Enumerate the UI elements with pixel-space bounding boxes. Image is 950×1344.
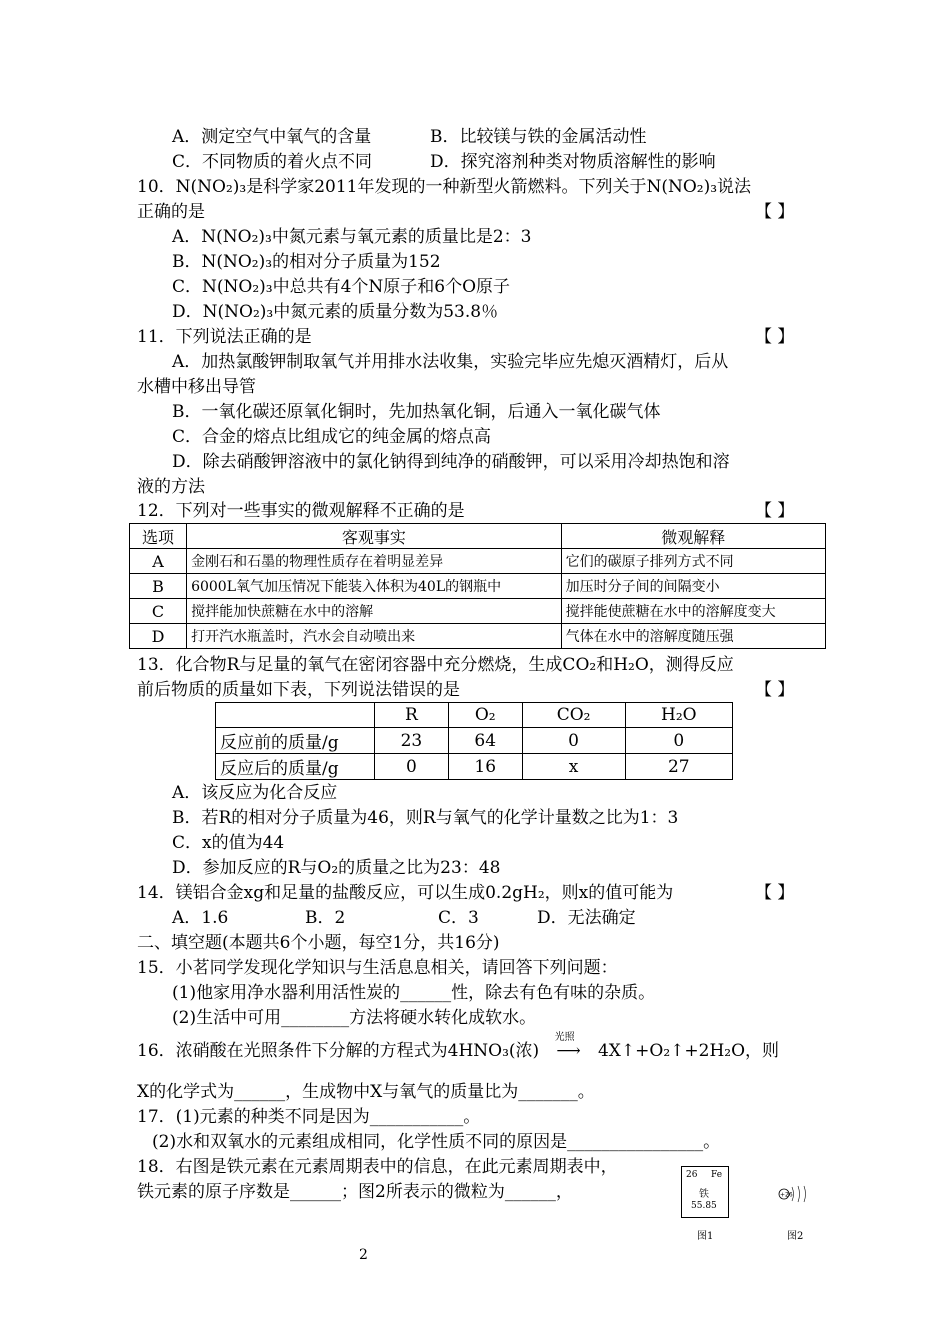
table-cell: 0	[375, 754, 449, 780]
table-row	[216, 754, 733, 780]
table-cell: B	[130, 574, 187, 599]
q15-stem: 15．小茗同学发现化学知识与生活息息相关，请回答下列问题：	[137, 958, 618, 978]
element-symbol: Fe	[711, 1170, 723, 1180]
table-cell: 0	[522, 728, 625, 754]
q11-option-d-line2: 液的方法	[137, 477, 205, 497]
table-row	[130, 624, 826, 649]
q13-table	[215, 702, 733, 780]
table-header-row	[130, 524, 826, 549]
header-cell-co2: CO₂	[522, 703, 625, 728]
table-cell: 23	[375, 728, 449, 754]
arrow-glyph: ⟶	[556, 1041, 581, 1061]
table-row	[130, 599, 826, 624]
table-cell: 它们的碳原子排列方式不同	[561, 549, 825, 574]
table-cell: A	[130, 549, 187, 574]
q10-option-b: B．N(NO₂)₃的相对分子质量为152	[172, 252, 441, 272]
table-header-row	[216, 703, 733, 728]
q12-table	[129, 523, 826, 649]
nucleus-charge: +26	[780, 1191, 793, 1199]
q9-option-b: B．比较镁与铁的金属活动性	[430, 127, 647, 147]
ion-structure-diagram	[775, 1183, 815, 1205]
table-cell: 搅拌能加快蔗糖在水中的溶解	[187, 599, 562, 624]
q16-equation-line	[137, 1032, 780, 1063]
electron-shell-arc	[798, 1186, 800, 1202]
reaction-arrow-icon	[545, 1032, 593, 1063]
table-cell: D	[130, 624, 187, 649]
table-cell: x	[522, 754, 625, 780]
element-name: 铁	[699, 1189, 709, 1200]
q11-option-d-line1: D．除去硝酸钾溶液中的氯化钠得到纯净的硝酸钾，可以采用冷却热饱和溶	[172, 452, 730, 472]
q13-option-d: D．参加反应的R与O₂的质量之比为23：48	[172, 858, 501, 878]
reaction-condition: 光照	[554, 1032, 575, 1043]
table-cell: 气体在水中的溶解度随压强	[561, 624, 825, 649]
q9-option-a: A．测定空气中氧气的含量	[172, 127, 372, 147]
periodic-table-cell	[681, 1166, 729, 1218]
q13-answer-bracket: 【 】	[755, 680, 795, 700]
table-row	[216, 728, 733, 754]
q10-option-a: A．N(NO₂)₃中氮元素与氧元素的质量比是2：3	[172, 227, 532, 247]
q11-stem: 11．下列说法正确的是	[137, 327, 312, 347]
table-cell: 反应后的质量/g	[216, 754, 375, 780]
q9-option-d: D．探究溶剂种类对物质溶解性的影响	[430, 152, 716, 172]
q13-option-c: C．x的值为44	[172, 833, 285, 853]
table-cell: 6000L氧气加压情况下能装入体积为40L的钢瓶中	[187, 574, 562, 599]
q17-part1: 17．(1)元素的种类不同是因为___________。	[137, 1107, 481, 1127]
table-cell: 打开汽水瓶盖时，汽水会自动喷出来	[187, 624, 562, 649]
q10-option-d: D．N(NO₂)₃中氮元素的质量分数为53.8％	[172, 302, 499, 322]
table-cell: 27	[625, 754, 732, 780]
q16-line2: X的化学式为______，生成物中X与氧气的质量比为_______。	[137, 1082, 595, 1102]
q14-option-a: A．1.6	[172, 908, 229, 928]
header-cell-explanation: 微观解释	[561, 524, 825, 549]
header-cell-fact: 客观事实	[187, 524, 562, 549]
page-number: 2	[359, 1247, 368, 1263]
table-cell: 64	[448, 728, 522, 754]
q13-stem-line1: 13．化合物R与足量的氧气在密闭容器中充分燃烧，生成CO₂和H₂O，测得反应	[137, 655, 734, 675]
q13-option-a: A．该反应为化合反应	[172, 783, 338, 803]
header-cell-blank	[216, 703, 375, 728]
q14-answer-bracket: 【 】	[755, 883, 795, 903]
q9-option-c: C．不同物质的着火点不同	[172, 152, 373, 172]
q11-option-b: B．一氧化碳还原氧化铜时，先加热氧化铜，后通入一氧化碳气体	[172, 402, 661, 422]
q10-stem-line1: 10．N(NO₂)₃是科学家2011年发现的一种新型火箭燃料。下列关于N(NO₂)₃说法	[137, 177, 752, 197]
q14-option-c: C．3	[438, 908, 479, 928]
header-cell-option: 选项	[130, 524, 187, 549]
q11-option-a-line2: 水槽中移出导管	[137, 377, 256, 397]
q14-stem: 14．镁铝合金xg和足量的盐酸反应，可以生成0.2gH₂，则x的值可能为	[137, 883, 674, 903]
header-cell-h2o: H₂O	[625, 703, 732, 728]
q12-answer-bracket: 【 】	[755, 501, 795, 521]
electron-shell-arc	[804, 1186, 806, 1202]
figure1-caption: 图1	[697, 1231, 714, 1242]
header-cell-r: R	[375, 703, 449, 728]
q14-option-d: D．无法确定	[537, 908, 636, 928]
q10-answer-bracket: 【 】	[755, 202, 795, 222]
q16-equation-left: 16．浓硝酸在光照条件下分解的方程式为4HNO₃(浓)	[137, 1041, 540, 1061]
q11-answer-bracket: 【 】	[755, 327, 795, 347]
table-row	[130, 574, 826, 599]
figure2-caption: 图2	[787, 1231, 804, 1242]
table-cell: C	[130, 599, 187, 624]
q18-line1: 18．右图是铁元素在元素周期表中的信息，在此元素周期表中，	[137, 1157, 618, 1177]
q12-stem: 12．下列对一些事实的微观解释不正确的是	[137, 501, 465, 521]
table-cell: 搅拌能使蔗糖在水中的溶解度变大	[561, 599, 825, 624]
section-heading: 二、填空题(本题共6个小题，每空1分，共16分)	[137, 933, 500, 953]
q10-option-c: C．N(NO₂)₃中总共有4个N原子和6个O原子	[172, 277, 511, 297]
q11-option-a-line1: A．加热氯酸钾制取氧气并用排水法收集，实验完毕应先熄灭酒精灯，后从	[172, 352, 729, 372]
table-cell: 反应前的质量/g	[216, 728, 375, 754]
q15-part1: (1)他家用净水器利用活性炭的______性，除去有色有味的杂质。	[172, 983, 656, 1003]
q17-part2: (2)水和双氧水的元素组成相同，化学性质不同的原因是________________。	[152, 1132, 721, 1152]
q10-stem-line2: 正确的是	[137, 202, 205, 222]
table-row	[130, 549, 826, 574]
q14-option-b: B．2	[305, 908, 346, 928]
q15-part2: (2)生活中可用________方法将硬水转化成软水。	[172, 1008, 537, 1028]
table-cell: 16	[448, 754, 522, 780]
q13-option-b: B．若R的相对分子质量为46，则R与氧气的化学计量数之比为1：3	[172, 808, 679, 828]
table-cell: 0	[625, 728, 732, 754]
q11-option-c: C．合金的熔点比组成它的纯金属的熔点高	[172, 427, 492, 447]
table-cell: 金刚石和石墨的物理性质存在着明显差异	[187, 549, 562, 574]
table-cell: 加压时分子间的间隔变小	[561, 574, 825, 599]
atomic-mass: 55.85	[691, 1201, 717, 1211]
q16-equation-right: 4X↑+O₂↑+2H₂O，则	[597, 1041, 780, 1061]
header-cell-o2: O₂	[448, 703, 522, 728]
q18-line2: 铁元素的原子序数是______；图2所表示的微粒为______，	[137, 1182, 573, 1202]
atomic-number: 26	[686, 1170, 698, 1180]
q13-stem-line2: 前后物质的质量如下表，下列说法错误的是	[137, 680, 460, 700]
